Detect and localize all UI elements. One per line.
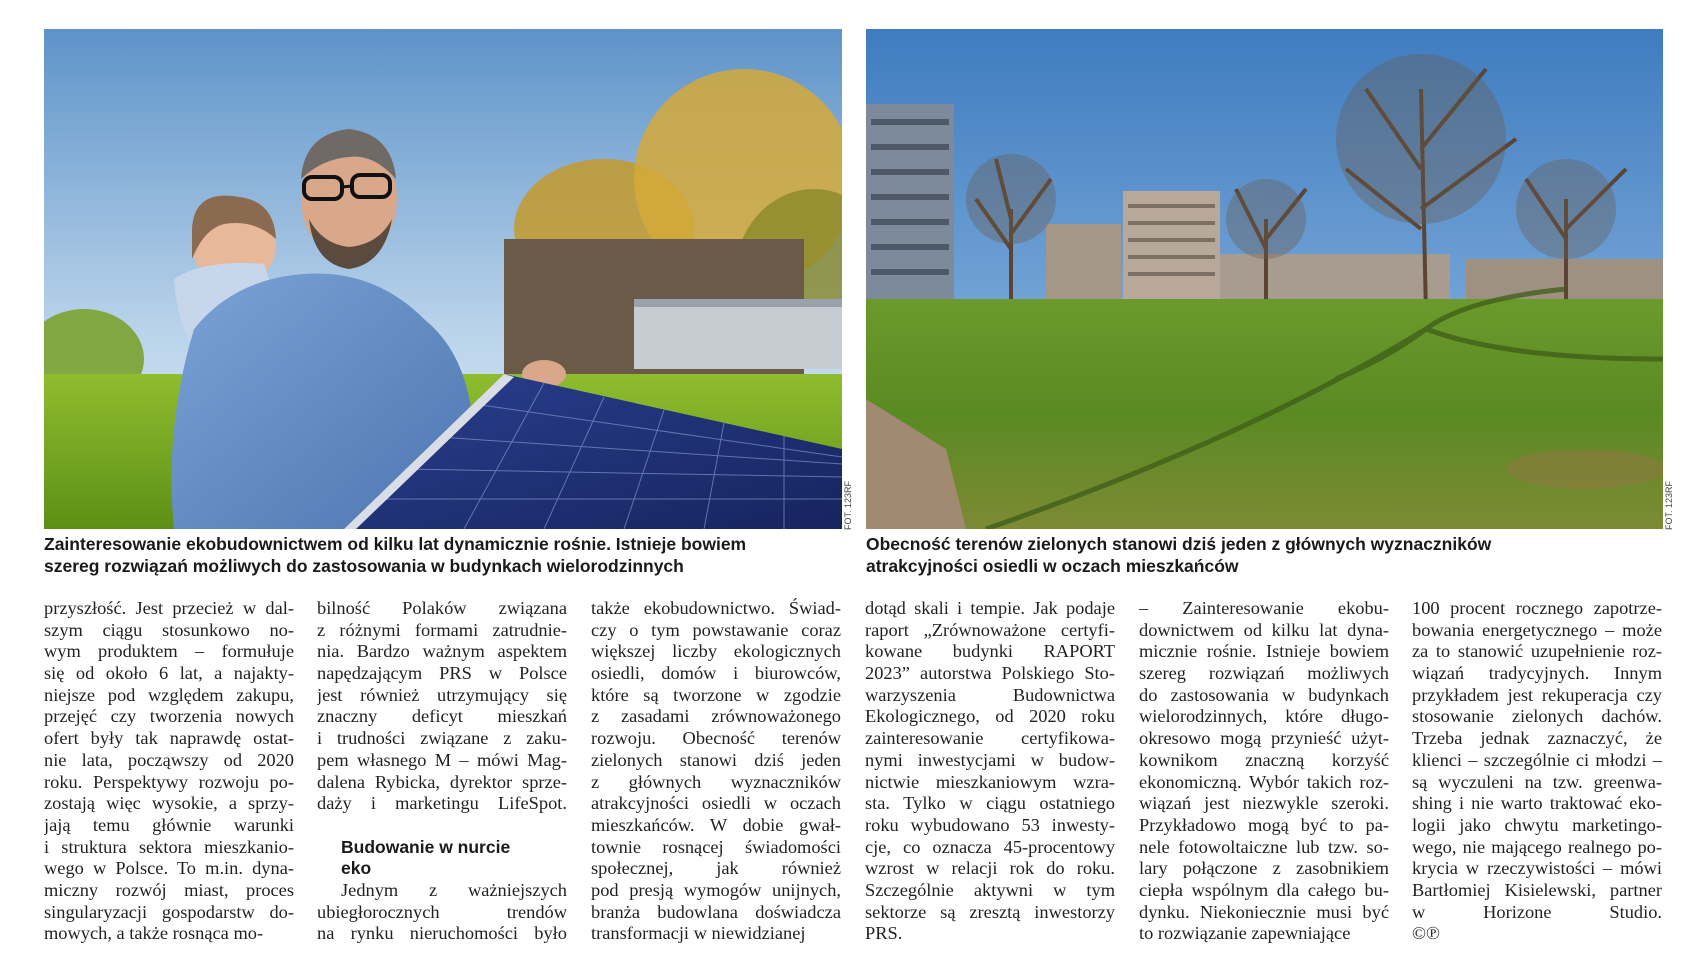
text-line: sta. Tylko w ciągu ostatniego — [865, 793, 1115, 814]
text-line: Bartłomiej Kisielewski, partner — [1412, 879, 1662, 900]
text-line: downictwem od kilku lat dyna- — [1139, 619, 1389, 640]
text-line: szym ciągu stosunkowo no- — [44, 619, 294, 640]
text-line: z zasadami zrównoważonego — [591, 706, 841, 727]
photo-credit: FOT. 123RF — [1664, 480, 1674, 530]
text-line: lary połączone z zasobnikiem — [1139, 858, 1389, 879]
text-line: nele fotowoltaiczne lub tzw. so- — [1139, 836, 1389, 857]
text-line: znaczny deficyt mieszkań — [317, 706, 567, 727]
text-line: 100 procent rocznego zapotrze- — [1412, 598, 1662, 618]
text-line: czy o tym powstawanie coraz — [591, 619, 841, 640]
text-line: przykładem jest rekuperacja czy — [1412, 684, 1662, 705]
text-line: singularyzacji gospodarstw do- — [44, 901, 294, 922]
text-line: bilność Polaków związana — [317, 598, 567, 618]
text-line: na rynku nieruchomości było — [317, 923, 567, 944]
text-line: z głównych wyznaczników — [591, 771, 841, 792]
text-column — [1412, 598, 1662, 945]
text-line: i struktura sektora mieszkanio- — [44, 836, 294, 857]
text-line: Jednym z ważniejszych — [341, 879, 567, 900]
text-line: nia. Bardzo ważnym aspektem — [317, 641, 567, 662]
photo-green-park — [866, 29, 1663, 529]
text-line: przejęć czy tworzenia nowych — [44, 706, 294, 727]
text-line: za to stanowić uzupełnienie roz- — [1412, 641, 1662, 662]
text-column — [44, 598, 294, 945]
text-line: – Zainteresowanie ekobu- — [1139, 598, 1389, 618]
caption-line: Zainteresowanie ekobudownictwem od kilku lat dynamicznie rośnie. Istnieje bowiem — [44, 534, 747, 554]
text-line: kowane budynki RAPORT — [865, 641, 1115, 662]
text-line: logii jako chwytu marketingo- — [1412, 814, 1662, 835]
text-line: które są tworzone w zgodzie — [591, 684, 841, 705]
text-line: wielorodzinnych, które długo- — [1139, 706, 1389, 727]
text-line: zostają więc wysokie, a sprzy- — [44, 793, 294, 814]
text-line: większej liczby ekologicznych — [591, 641, 841, 662]
text-line: raport „Zrównoważone certyfi- — [865, 619, 1115, 640]
text-line: stosowanie zielonych dachów. — [1412, 706, 1662, 727]
text-line: i trudności związane z zaku- — [317, 728, 567, 749]
text-line: roku wybudowano 53 inwesty- — [865, 814, 1115, 835]
text-line: ciepła wspólnym dla całego bu- — [1139, 879, 1389, 900]
text-line: dotąd skali i tempie. Jak podaje — [865, 598, 1115, 618]
text-line: miczny rozwój miast, proces — [44, 879, 294, 900]
text-line: warzyszenia Budownictwa — [865, 684, 1115, 705]
text-line: sektorze są zresztą inwestorzy — [865, 901, 1115, 922]
caption-line: atrakcyjności osiedli w oczach mieszkańców — [866, 556, 1239, 576]
text-line: 2023” autorstwa Polskiego Sto- — [865, 663, 1115, 684]
text-line: townie rosnącej świadomości — [591, 836, 841, 857]
text-line: mieszkańców. W dobie gwał- — [591, 814, 841, 835]
text-column — [1139, 598, 1389, 945]
text-line: mowych, a także rosnąca mo- — [44, 923, 264, 944]
text-line: jest również utrzymujący się — [317, 684, 567, 705]
caption-line: Obecność terenów zielonych stanowi dziś jeden z głównych wyznaczników — [866, 534, 1492, 554]
text-line: się od około 6 lat, a najakty- — [44, 663, 294, 684]
text-line: wego w Polsce. To m.in. dyna- — [44, 858, 294, 879]
text-line: shing i nie warto traktować eko- — [1412, 793, 1662, 814]
text-line: pem własnego M – mówi Mag- — [317, 749, 567, 770]
text-line: Ekologicznego, od 2020 roku — [865, 706, 1115, 727]
text-line: wym produktem – formułuje — [44, 641, 294, 662]
text-line: do zastosowania w budynkach — [1139, 684, 1389, 705]
text-line: okresowo mogą przynieść użyt- — [1139, 728, 1389, 749]
text-line: napędzającym PRS w Polsce — [317, 663, 567, 684]
caption-line: szereg rozwiązań możliwych do zastosowania w budynkach wielorodzinnych — [44, 556, 684, 576]
text-line: rozwoju. Obecność terenów — [591, 728, 841, 749]
text-column — [317, 598, 567, 945]
text-line: wzrost w relacji rok do roku. — [865, 858, 1115, 879]
text-line: Trzeba jednak zaznaczyć, że — [1412, 728, 1662, 749]
text-line: społecznej, jak również — [591, 858, 841, 879]
text-line: branża budowlana doświadcza — [591, 901, 841, 922]
text-line: dynku. Niekoniecznie musi być — [1139, 901, 1389, 922]
text-line: są wyczuleni na tzw. greenwa- — [1412, 771, 1662, 792]
text-line: Szczególnie aktywni w tym — [865, 879, 1115, 900]
text-line: szereg rozwiązań możliwych — [1139, 663, 1389, 684]
text-line: cje, co oznacza 45-procentowy — [865, 836, 1115, 857]
section-subheading: eko — [341, 858, 372, 879]
text-line: nymi inwestycjami w budow- — [865, 749, 1115, 770]
text-line: micznie rośnie. Istnieje bowiem — [1139, 641, 1389, 662]
text-line: także ekobudownictwo. Świad- — [591, 598, 841, 618]
text-line: ekonomiczną. Wybór takich roz- — [1139, 771, 1389, 792]
text-column — [865, 598, 1115, 945]
text-line: klienci – szczególnie ci młodzi – — [1412, 749, 1662, 770]
text-line: wiązań jest niezwykle szeroki. — [1139, 793, 1389, 814]
text-line: atrakcyjności osiedli w oczach — [591, 793, 841, 814]
text-line: przyszłość. Jest przecież w dal- — [44, 598, 294, 618]
text-line: niejsze pod względem zakupu, — [44, 684, 294, 705]
text-column — [591, 598, 841, 945]
text-line: osiedli, domów i biurowców, — [591, 663, 841, 684]
text-line: nie lata, począwszy od 2020 — [44, 749, 294, 770]
spacer — [317, 815, 567, 837]
text-line: PRS. — [865, 923, 903, 944]
text-line: daży i marketingu LifeSpot. — [317, 793, 567, 814]
text-line: Przykładowo mogą być to pa- — [1139, 814, 1389, 835]
text-line: ©℗ — [1412, 923, 1440, 944]
text-line: wego, nie mającego realnego po- — [1412, 836, 1662, 857]
text-line: transformacji w niewidzianej — [591, 923, 806, 944]
text-line: z różnymi formami zatrudnie- — [317, 619, 567, 640]
text-line: wiązań tradycyjnych. Innym — [1412, 663, 1662, 684]
text-line: krycia w rzeczywistości – mówi — [1412, 858, 1662, 879]
text-line: zainteresowanie certyfikowa- — [865, 728, 1115, 749]
text-line: jają temu głównie warunki — [44, 814, 294, 835]
photo-caption — [44, 533, 834, 577]
photo-solar-panel — [44, 29, 842, 529]
text-line: roku. Perspektywy rozwoju po- — [44, 771, 294, 792]
text-line: ubiegłorocznych trendów — [317, 901, 567, 922]
text-line: to rozwiązanie zapewniające — [1139, 923, 1351, 944]
text-line: ofert były tak naprawdę ostat- — [44, 728, 294, 749]
text-line: w Horizone Studio. — [1412, 901, 1662, 922]
text-line: kownikom znaczną korzyść — [1139, 749, 1389, 770]
section-subheading: Budowanie w nurcie — [341, 836, 511, 857]
text-line: nictwie mieszkaniowym wzra- — [865, 771, 1115, 792]
photo-caption — [866, 533, 1656, 577]
text-line: zielonych stanowi dziś jeden — [591, 749, 841, 770]
text-line: pod presją wymogów unijnych, — [591, 879, 841, 900]
text-line: bowania energetycznego – może — [1412, 619, 1662, 640]
photo-credit: FOT. 123RF — [843, 480, 853, 530]
text-line: dalena Rybicka, dyrektor sprze- — [317, 771, 567, 792]
